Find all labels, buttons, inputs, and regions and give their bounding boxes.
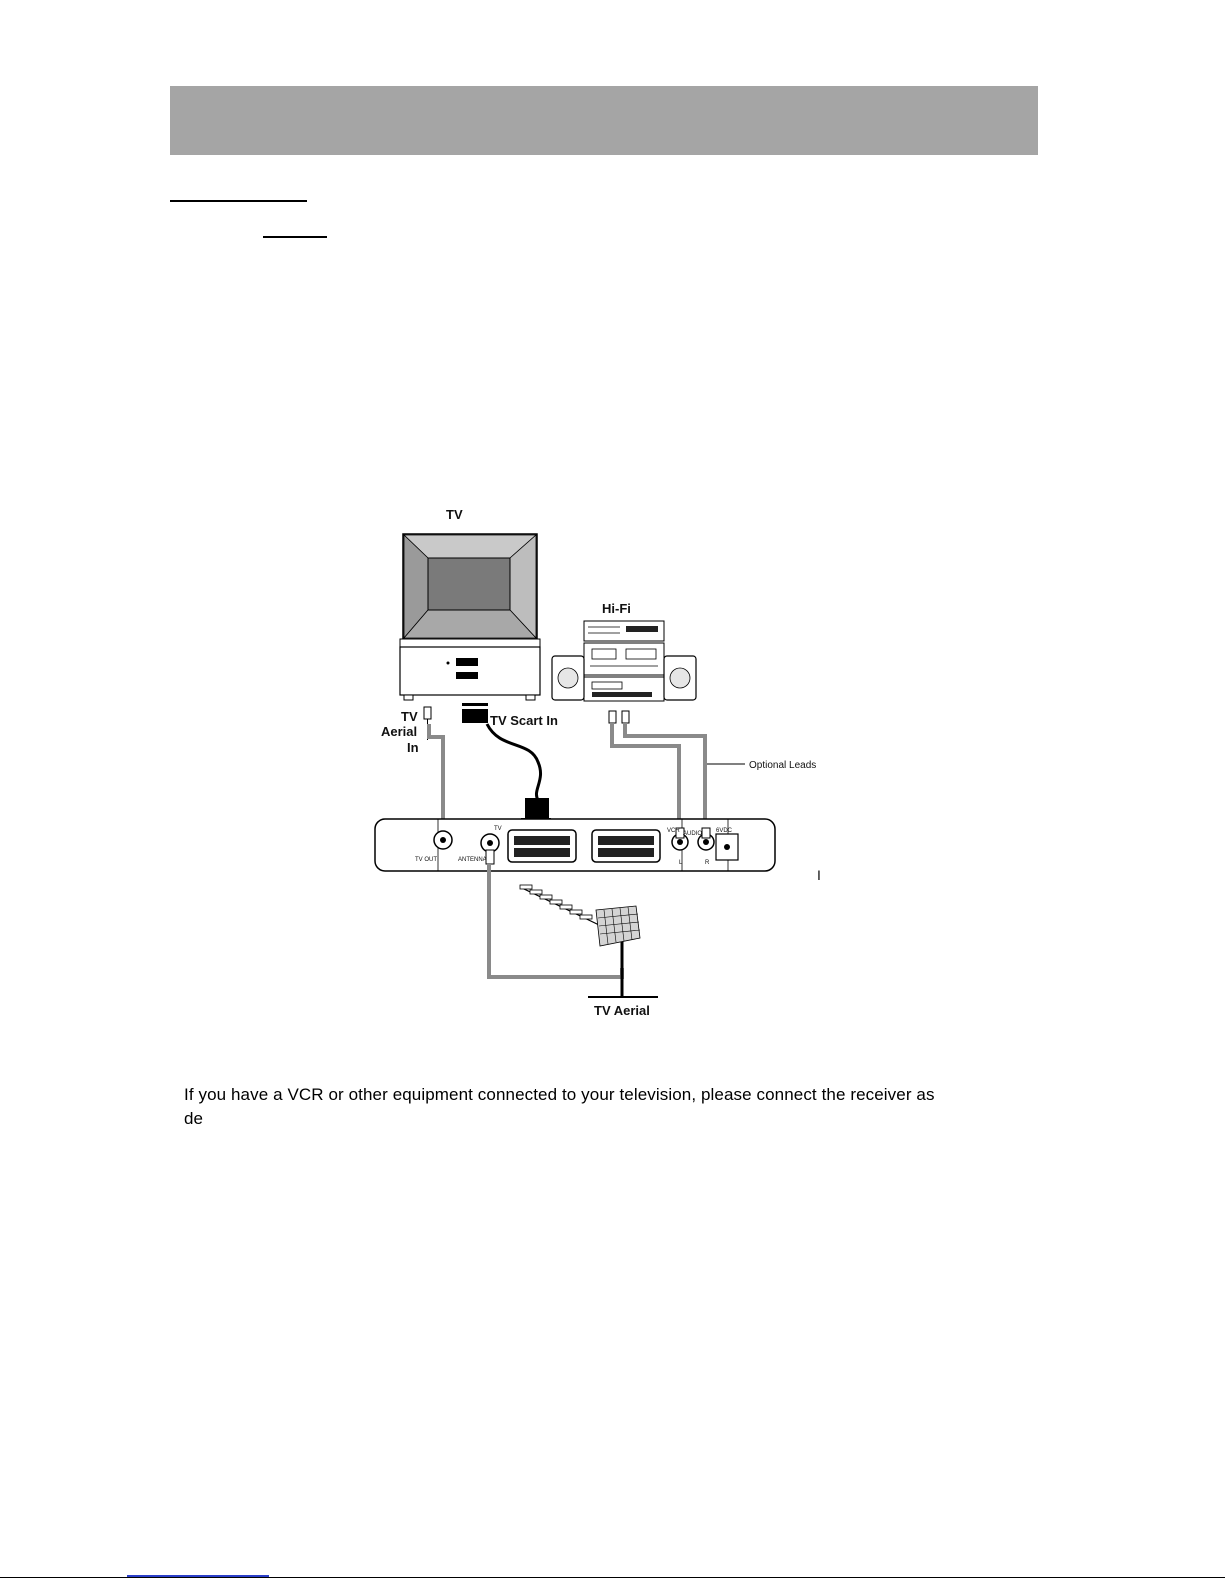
- hifi-label: Hi-Fi: [602, 601, 631, 616]
- port-audio-label: AUDIO: [683, 831, 703, 837]
- tv-aerial-illustration: [520, 885, 658, 997]
- port-tv-label: TV: [494, 826, 502, 832]
- tv-aerial-in-label-line1: TV: [401, 709, 418, 724]
- stray-mark: I: [817, 867, 821, 883]
- optional-audio-leads: [609, 711, 745, 830]
- port-antenna-label: ANTENNA: [458, 857, 487, 863]
- footer-link-underline[interactable]: [127, 1575, 269, 1577]
- optional-leads-label: Optional Leads: [749, 760, 817, 771]
- port-tv-out-label: TV OUT: [415, 857, 437, 863]
- subheading-underline: [263, 236, 327, 238]
- port-r-label: R: [705, 860, 710, 866]
- port-l-label: L: [679, 860, 683, 866]
- body-line-1: If you have a VCR or other equipment connected to your television, please connect the receiver as: [184, 1085, 935, 1104]
- section-header-bar: [170, 86, 1038, 155]
- aerial-in-lead: [424, 707, 447, 832]
- port-power-label: 6VDC: [716, 828, 733, 834]
- tv-aerial-in-label-line2: Aerial: [381, 724, 418, 739]
- body-line-2: de: [184, 1109, 204, 1128]
- tv-label: TV: [446, 507, 463, 522]
- receiver-rear-panel: [375, 819, 775, 871]
- tv-aerial-in-label-line3: In: [407, 740, 419, 755]
- hifi-illustration: [552, 621, 696, 701]
- tv-aerial-label: TV Aerial: [594, 1003, 650, 1018]
- connection-diagram: [360, 500, 840, 1030]
- tv-scart-in-label: TV Scart In: [490, 713, 558, 728]
- television-illustration: [400, 534, 540, 700]
- body-paragraph: [184, 1083, 1034, 1131]
- footer-rule: [0, 1577, 1225, 1578]
- heading-underline: [170, 200, 307, 202]
- port-vcr-label: VCR: [667, 828, 680, 834]
